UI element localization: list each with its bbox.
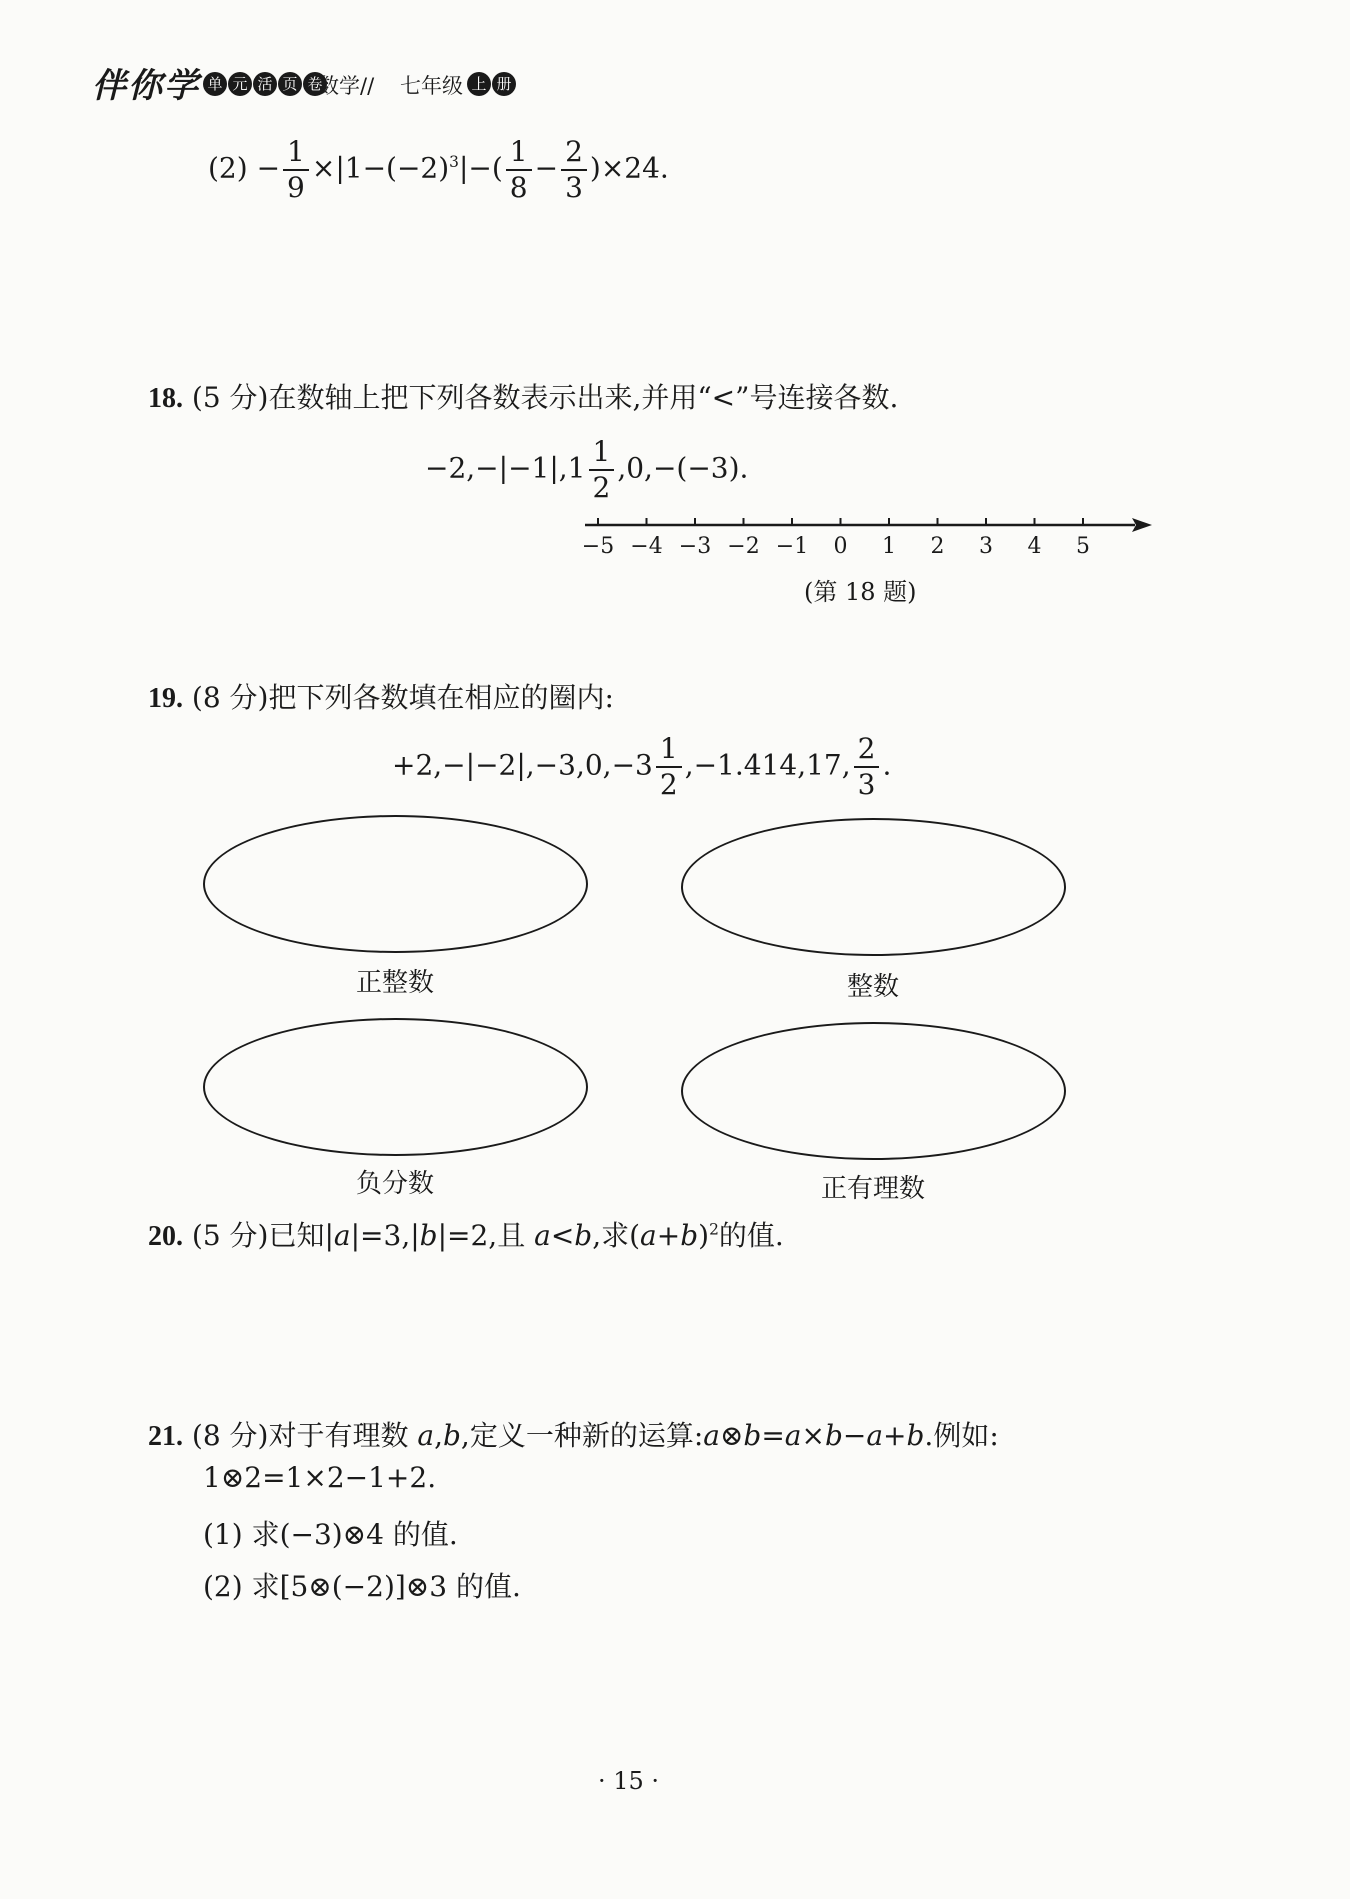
brand-title: 伴你学 (92, 66, 200, 106)
numerator: 1 (656, 735, 682, 768)
denominator: 3 (857, 768, 876, 801)
set-oval-negative-fractions[interactable] (203, 1018, 588, 1156)
axis-tick-label: 3 (979, 534, 993, 559)
set-label: 正有理数 (820, 1174, 925, 1204)
series-char: 活 (253, 72, 277, 96)
denominator: 2 (659, 768, 678, 801)
denominator: 8 (509, 171, 528, 204)
expr-part: − (534, 151, 559, 185)
fraction (589, 435, 615, 504)
fraction (656, 732, 682, 801)
variable: b (419, 1219, 438, 1252)
variable: b (574, 1219, 593, 1252)
series-badges (203, 72, 328, 96)
expr-part: )×24. (589, 151, 669, 185)
question-text: (5 分)在数轴上把下列各数表示出来,并用“<”号连接各数. (191, 381, 899, 414)
question-number: 20. (148, 1221, 183, 1252)
variable: a (640, 1219, 657, 1252)
numerator: 1 (589, 438, 615, 471)
axis-tick-label: −1 (775, 534, 809, 559)
operator: < (550, 1219, 575, 1252)
q19-numbers (392, 732, 892, 801)
question-text: |=3,| (350, 1219, 420, 1252)
q17-part2-expression (208, 135, 669, 204)
question-number: 21. (148, 1421, 183, 1452)
q18-prompt (148, 376, 898, 416)
denominator: 9 (287, 171, 305, 204)
variable: b (680, 1219, 699, 1252)
numbers-text: +2,−|−2|,−3,0,−3 (392, 748, 653, 782)
exponent: 3 (449, 153, 459, 172)
numerator: 2 (561, 138, 587, 171)
question-text: ,定义一种新的运算: (460, 1419, 704, 1452)
axis-tick-label: 5 (1076, 534, 1090, 559)
operator: + (656, 1219, 681, 1252)
question-text: .例如: (924, 1419, 999, 1452)
q19-prompt (148, 676, 614, 716)
grade: 七年级 (400, 74, 463, 98)
question-text: ,求( (592, 1219, 641, 1252)
series-char: 页 (278, 72, 302, 96)
figure-caption: (第 18 题) (804, 578, 917, 606)
volume-char: 上 (467, 72, 491, 96)
series-char: 元 (228, 72, 252, 96)
question-text: 的值. (718, 1219, 784, 1252)
axis-tick-label: −5 (581, 534, 615, 559)
set-label: 负分数 (355, 1169, 434, 1199)
denominator: 3 (565, 171, 583, 204)
expr-part: ×|1−(−2) (311, 151, 450, 185)
exponent: 2 (709, 1220, 719, 1239)
numbers-text: ,0,−(−3). (617, 451, 749, 485)
operation-definition: a⊗b=a×b−a+b (703, 1419, 925, 1452)
numerator: 2 (854, 735, 880, 768)
variable: b (442, 1419, 461, 1452)
set-oval-integers[interactable] (681, 818, 1066, 956)
q21-example: 1⊗2=1×2−1+2. (203, 1461, 437, 1494)
q18-numbers (425, 435, 749, 504)
question-text: (5 分)已知| (191, 1219, 334, 1252)
q21-prompt (148, 1414, 999, 1454)
numbers-text: . (882, 748, 892, 782)
fraction (854, 732, 880, 801)
minus-sign: − (256, 151, 281, 185)
axis-tick-label: 4 (1027, 534, 1042, 559)
question-text: (8 分)对于有理数 (191, 1419, 418, 1452)
variable: a (534, 1219, 551, 1252)
fraction (283, 135, 309, 204)
axis-tick-label: −3 (678, 534, 712, 559)
question-text: (8 分)把下列各数填在相应的圈内: (191, 681, 614, 714)
fraction (561, 135, 587, 204)
set-oval-positive-integers[interactable] (203, 815, 588, 953)
numbers-text: −2,−|−1|,1 (425, 451, 586, 485)
question-text: , (434, 1419, 443, 1452)
fraction (506, 135, 532, 204)
series-char: 卷 (303, 72, 327, 96)
axis-tick-label: 2 (930, 534, 945, 559)
expr-part: |−( (458, 151, 503, 185)
question-number: 18. (148, 383, 183, 414)
question-text: ) (698, 1219, 710, 1252)
numerator: 1 (506, 138, 532, 171)
set-label: 正整数 (355, 968, 434, 998)
variable: a (417, 1419, 435, 1452)
set-label: 整数 (846, 972, 899, 1002)
volume-char: 册 (492, 72, 516, 96)
q20-prompt (148, 1214, 784, 1254)
numbers-text: ,−1.414,17, (684, 748, 851, 782)
set-oval-positive-rationals[interactable] (681, 1022, 1066, 1160)
q21-part2: (2) 求[5⊗(−2)]⊗3 的值. (203, 1570, 521, 1603)
axis-tick-label: 1 (882, 534, 896, 559)
variable: a (333, 1219, 351, 1252)
q21-part1: (1) 求(−3)⊗4 的值. (203, 1518, 458, 1551)
page-number: · 15 · (598, 1767, 660, 1795)
part-label: (2) (208, 151, 248, 185)
series-char: 单 (203, 72, 227, 96)
subject: 数学// (318, 74, 375, 98)
axis-tick-label: 0 (833, 534, 848, 559)
denominator: 2 (592, 471, 611, 504)
question-text: |=2,且 (437, 1219, 535, 1252)
numerator: 1 (283, 138, 309, 171)
number-line-figure (580, 510, 1160, 560)
axis-tick-label: −4 (630, 534, 663, 559)
question-number: 19. (148, 683, 183, 714)
volume-badges (467, 72, 517, 96)
axis-tick-label: −2 (727, 534, 760, 559)
